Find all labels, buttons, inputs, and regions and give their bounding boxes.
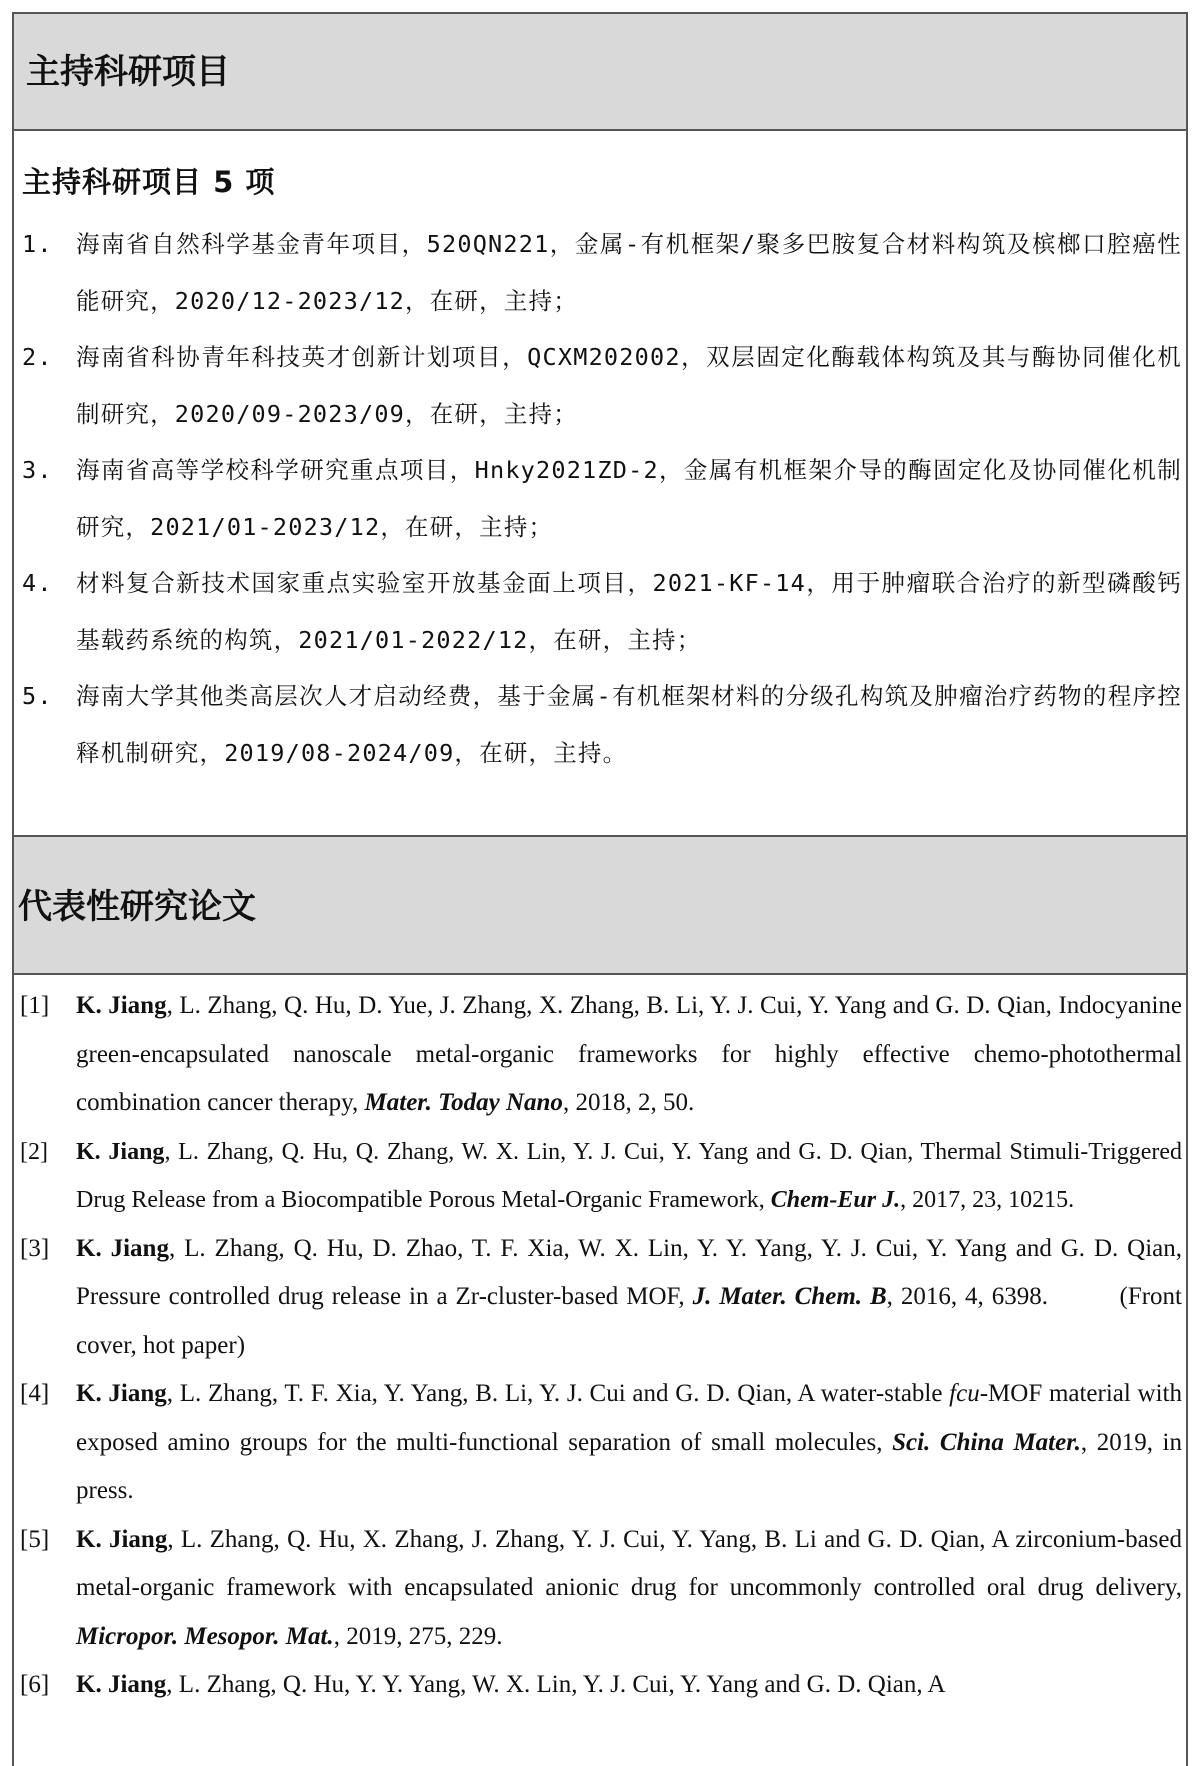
paper-citation-tail: , 2018, 2, 50. (562, 1089, 695, 1116)
paper-ref-number: [6] (20, 1671, 50, 1698)
section-header-papers (14, 835, 1186, 975)
paper-lead-author: K. Jiang (76, 1671, 167, 1698)
paper-citation-tail: , 2019, in press. (76, 1428, 1183, 1504)
project-item (22, 216, 1186, 329)
paper-citation-tail: , 2016, 4, 6398. (Front cover, hot paper) (76, 1283, 1182, 1359)
paper-journal: J. Mater. Chem. B (692, 1283, 887, 1310)
project-item (22, 555, 1186, 668)
document-frame (12, 12, 1188, 1766)
paper-journal: Mater. Today Nano (364, 1089, 563, 1116)
paper-lead-author: K. Jiang (76, 1380, 167, 1407)
paper-entry (20, 1128, 1182, 1225)
paper-lead-author: K. Jiang (76, 1525, 168, 1553)
paper-italic-term: fcu (949, 1380, 980, 1407)
paper-citation-text-cont: -MOF material with exposed amino groups for the multi-functional separation of small molecules, (76, 1380, 1182, 1456)
section-header-projects (14, 14, 1186, 131)
paper-ref-number: [1] (20, 992, 50, 1019)
project-text: 材料复合新技术国家重点实验室开放基金面上项目，2021-KF-14，用于肿瘤联合治疗的新型磷酸钙基载药系统的构筑，2021/01-2022/12，在研，主持； (76, 569, 1182, 654)
project-text: 海南大学其他类高层次人才启动经费，基于金属-有机框架材料的分级孔构筑及肿瘤治疗药物的程序控释机制研究，2019/08-2024/09，在研，主持。 (76, 682, 1182, 767)
project-number: 5. (22, 682, 53, 710)
paper-journal: Chem-Eur J. (770, 1187, 901, 1213)
project-text: 海南省高等学校科学研究重点项目，Hnky2021ZD-2，金属有机框架介导的酶固定化及协同催化机制研究，2021/01-2023/12，在研，主持； (76, 456, 1182, 541)
paper-citation-text: , L. Zhang, Q. Hu, D. Zhao, T. F. Xia, W. X. Lin, Y. Y. Yang, Y. J. Cui, Y. Yang and G. D. Qian, Pressure controlled drug release in a Zr-cluster-based MOF, (76, 1234, 1183, 1310)
paper-ref-number: [5] (20, 1525, 50, 1553)
project-item (22, 329, 1186, 442)
paper-citation-text: , L. Zhang, Q. Hu, Q. Zhang, W. X. Lin, Y. J. Cui, Y. Yang and G. D. Qian, Thermal Stimuli-Triggered Drug Release from a Biocompatible Porous Metal-Organic Framework, (76, 1138, 1183, 1213)
paper-citation-text: , L. Zhang, Q. Hu, X. Zhang, J. Zhang, Y. J. Cui, Y. Yang, B. Li and G. D. Qian, A zirconium-based metal-organic framework with encapsulated anionic drug for uncommonly controlled oral drug delivery, (76, 1525, 1182, 1601)
paper-citation-tail: , 2019, 275, 229. (333, 1622, 503, 1650)
project-number: 1. (22, 230, 53, 258)
paper-entry (20, 1370, 1182, 1516)
paper-journal: Sci. China Mater. (892, 1428, 1081, 1456)
paper-entry (20, 1225, 1182, 1371)
papers-section (20, 982, 1182, 1710)
project-item (22, 668, 1186, 781)
projects-subtitle: 主持科研项目 5 项 (22, 165, 276, 199)
paper-citation-text: , L. Zhang, Q. Hu, D. Yue, J. Zhang, X. Zhang, B. Li, Y. J. Cui, Y. Yang and G. D. Qian, Indocyanine green-encapsulated nanoscale metal-organic frameworks for highly effective chemo-photothermal combination cancer therapy, (76, 992, 1183, 1116)
paper-citation-text: , L. Zhang, Q. Hu, Y. Y. Yang, W. X. Lin, Y. J. Cui, Y. Yang and G. D. Qian, A (166, 1671, 946, 1698)
project-item (22, 442, 1186, 555)
paper-entry (20, 1661, 1182, 1710)
project-number: 3. (22, 456, 53, 484)
projects-section (22, 142, 1186, 781)
paper-ref-number: [3] (20, 1234, 50, 1262)
project-text: 海南省科协青年科技英才创新计划项目，QCXM202002，双层固定化酶载体构筑及其与酶协同催化机制研究，2020/09-2023/09，在研，主持； (76, 343, 1182, 428)
paper-lead-author: K. Jiang (76, 1234, 169, 1262)
paper-lead-author: K. Jiang (76, 992, 167, 1019)
paper-journal: Micropor. Mesopor. Mat. (76, 1622, 334, 1650)
paper-citation-tail: , 2017, 23, 10215. (900, 1187, 1075, 1213)
paper-entry (20, 1516, 1182, 1662)
paper-entry (20, 982, 1182, 1128)
paper-ref-number: [2] (20, 1138, 48, 1165)
section-title-papers: 代表性研究论文 (18, 887, 256, 927)
paper-ref-number: [4] (20, 1380, 50, 1407)
project-number: 2. (22, 343, 53, 371)
project-number: 4. (22, 569, 53, 597)
section-title-projects: 主持科研项目 (26, 52, 230, 92)
project-text: 海南省自然科学基金青年项目，520QN221，金属-有机框架/聚多巴胺复合材料构筑及槟榔口腔癌性能研究，2020/12-2023/12，在研，主持； (76, 230, 1182, 315)
paper-citation-text: , L. Zhang, T. F. Xia, Y. Yang, B. Li, Y. J. Cui and G. D. Qian, A water-stable (166, 1380, 950, 1407)
paper-lead-author: K. Jiang (76, 1138, 165, 1165)
